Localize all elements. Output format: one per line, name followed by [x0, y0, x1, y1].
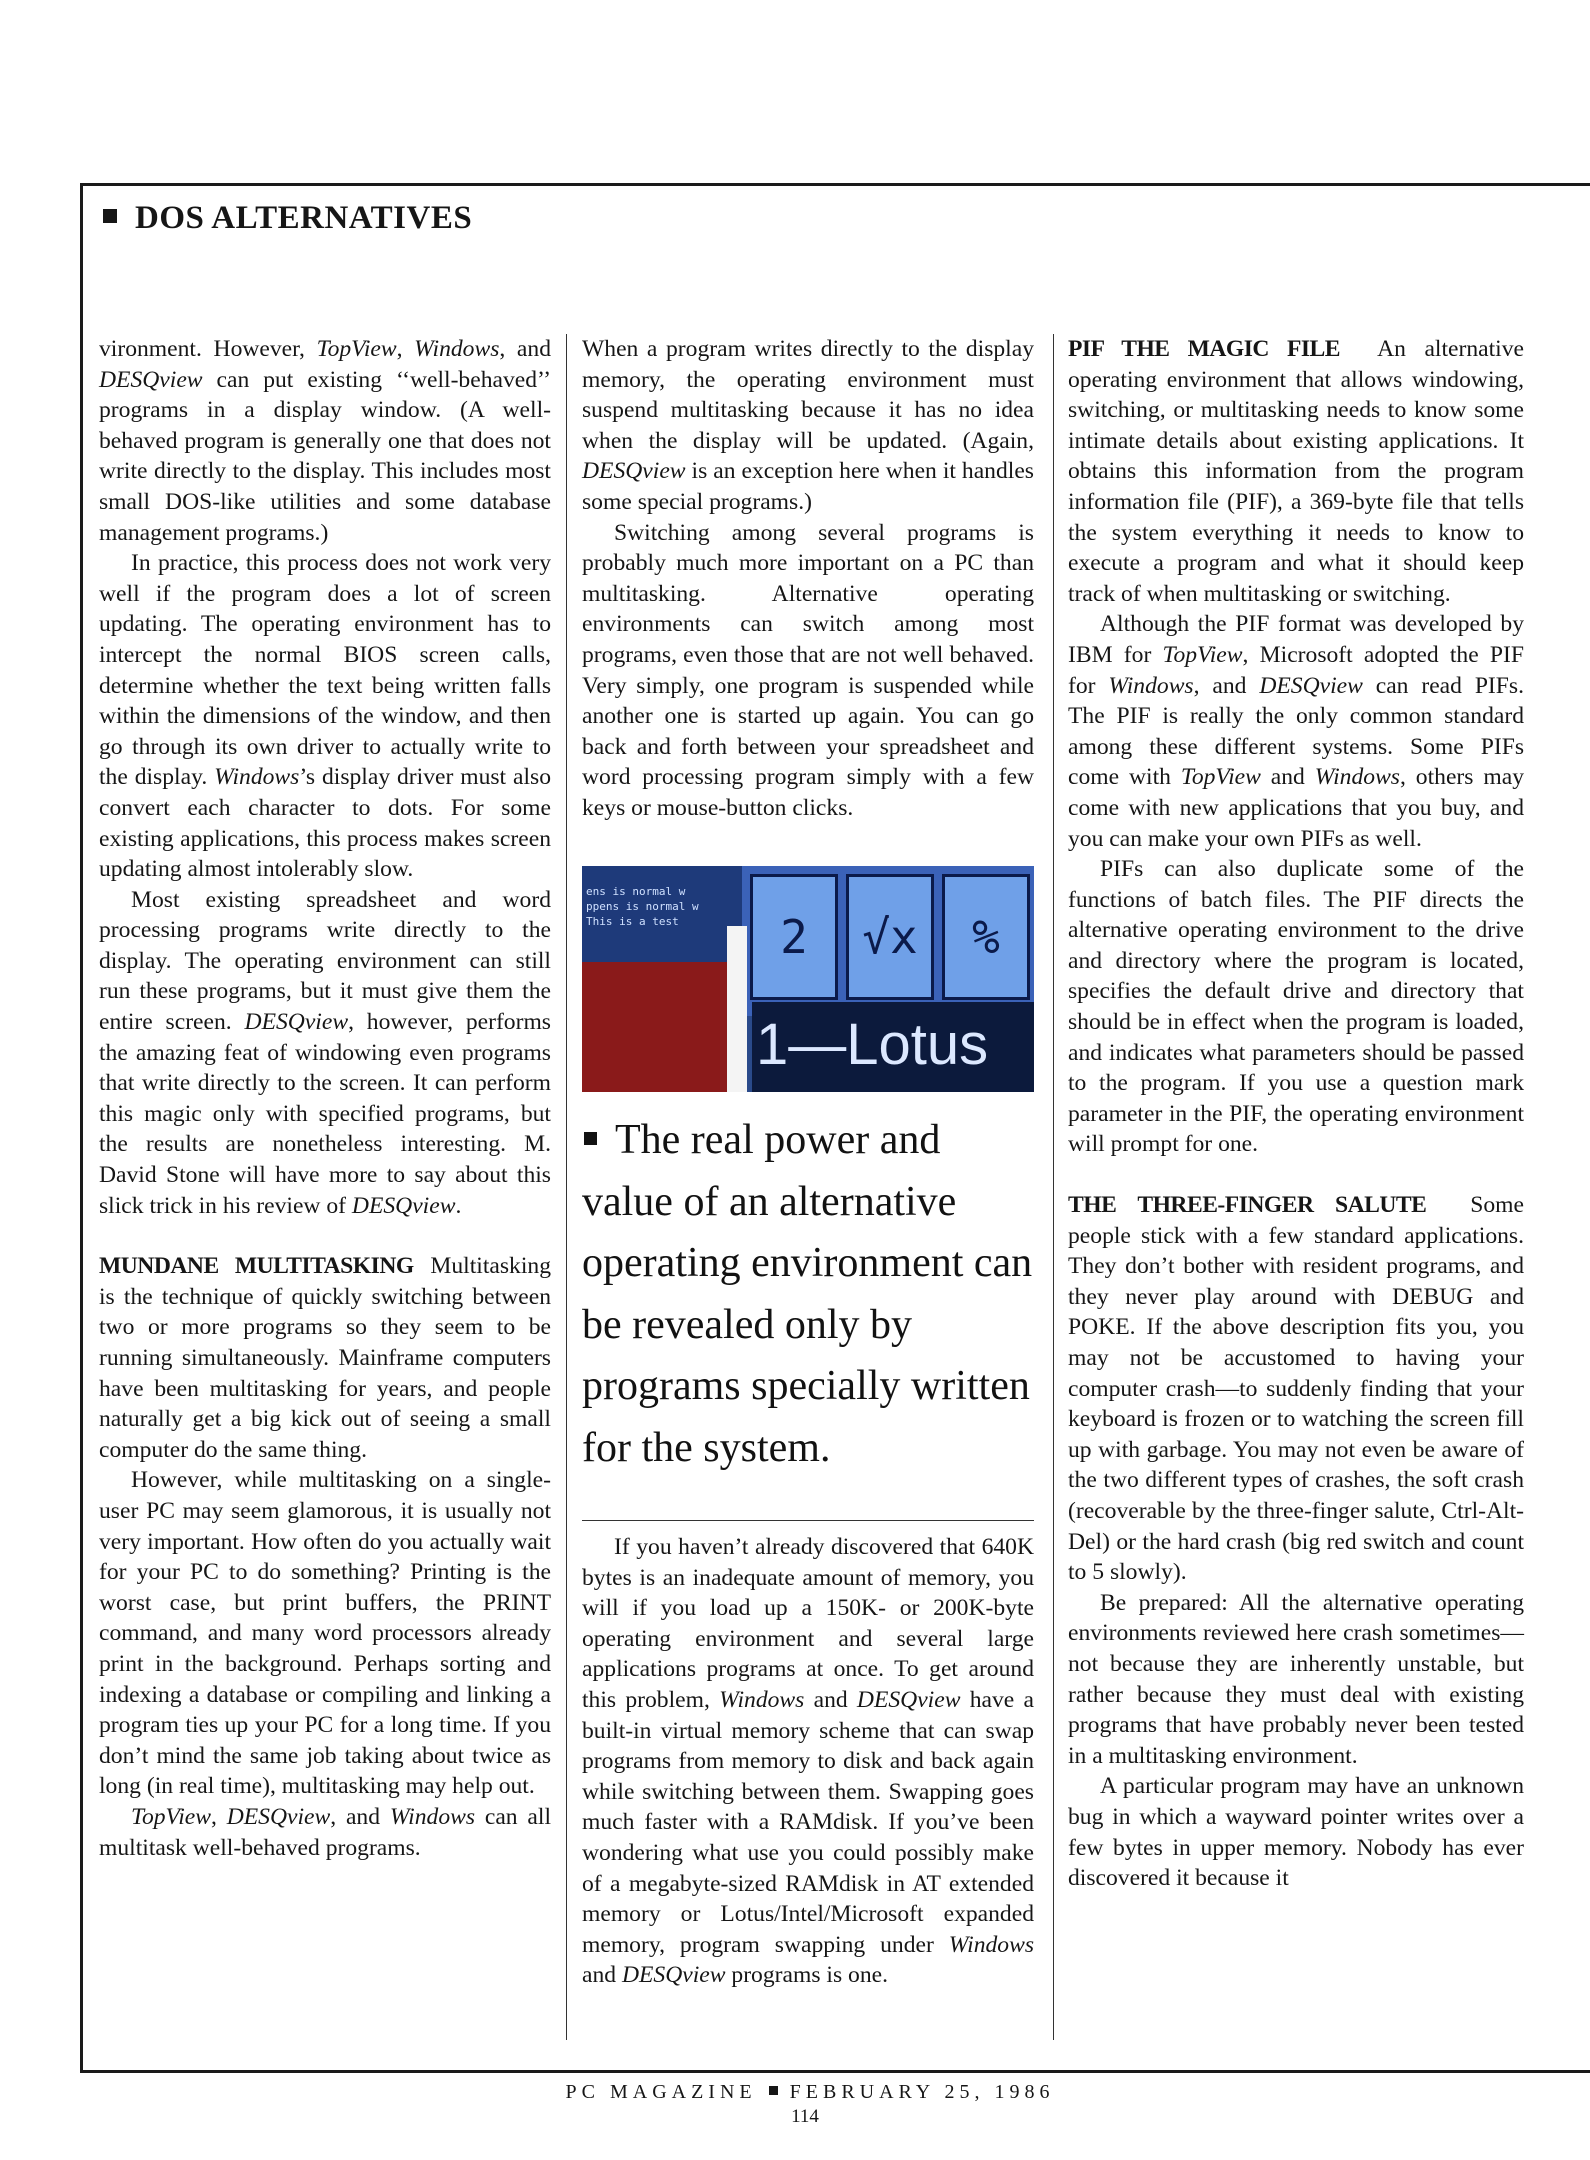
- subhead-three-finger-salute: THE THREE-FINGER SALUTE: [1068, 1192, 1427, 1219]
- square-bullet-icon: [769, 2086, 778, 2095]
- page-number: 114: [791, 2106, 819, 2127]
- paragraph: MUNDANE MULTITASKING Multitasking is the technique of quickly switching between two or more programs so they seem to be running simultaneously. Mainframe computers have been multitasking for years, and people naturally get a big kick out of seeing a small computer do the same thing.: [99, 1253, 551, 1463]
- paragraph: PIFs can also duplicate some of the functions of batch files. The PIF directs the alternative operating environment to the drive and directory where the program is located, specifies the default drive and directory that should be in effect when the program is loaded, and indicates what parameters should be passed to the program. If you use a question mark parameter in the PIF, the operating environment will prompt for one.: [1068, 856, 1524, 1158]
- lotus-screen-photo: [582, 866, 1034, 1092]
- column-divider: [1053, 334, 1054, 2040]
- terminal-window: ens is normal w ppens is normal w This is a test: [582, 866, 742, 962]
- paragraph: Most existing spreadsheet and word processing programs write directly to the display. The operating environment can still run these programs, but it must give them the entire screen. DESQview, however, performs the amazing feat of windowing even programs that write directly to the screen. It can perform this magic only with specified programs, but the results are nonetheless interesting. M. David Stone will have more to say about this slick trick in his review of DESQview.: [99, 886, 551, 1219]
- section-header: [103, 200, 472, 237]
- paragraph: Switching among several programs is probably much more important on a PC than multitasking. Alternative operating environments can switch among most programs, even those that are not well behaved. Very simply, one program is suspended while another one is started up again. You can go back and forth between your spreadsheet and word processing program simply with a few keys or mouse-button clicks.: [582, 519, 1034, 821]
- percent-key: %: [942, 874, 1030, 1000]
- paragraph: THE THREE-FINGER SALUTE Some people stick with a few standard applications. They don’t bother with resident programs, and they never play around with DEBUG and POKE. If the above description fits you, you may not be accustomed to having your computer crash—to suddenly finding that your keyboard is frozen or to watching the screen fill up with garbage. You may not even be aware of the two different types of crashes, the soft crash (recoverable by the three-finger salute, Ctrl-Alt-Del) or the hard crash (big red switch and count to 5 slowly).: [1068, 1192, 1524, 1586]
- frame-left-rule: [80, 183, 83, 2070]
- paragraph: Be prepared: All the alternative operating environments reviewed here crash sometimes—not because they are inherently unstable, but rather because they must deal with existing programs that have probably never been tested in a multitasking environment.: [1068, 1589, 1524, 1769]
- page-footer: [540, 2081, 1080, 2104]
- paragraph: If you haven’t already discovered that 640K bytes is an inadequate amount of memory, you will if you load up a 150K- or 200K-byte operating environment and several large applications programs at once. To get around this problem, Windows and DESQview have a built-in virtual memory scheme that can swap programs from memory to disk and back again while switching between them. Swapping goes much faster with a RAMdisk. If you’ve been wondering what use you could possibly make of a megabyte-sized RAMdisk in AT extended memory or Lotus/Intel/Microsoft expanded memory, program swapping under Windows and DESQview programs is one.: [582, 1534, 1034, 1989]
- magazine-name: PC MAGAZINE: [565, 2081, 757, 2103]
- paragraph: A particular program may have an unknown bug in which a wayward pointer writes over a few bytes in upper memory. Nobody has ever discovered it because it: [1068, 1773, 1524, 1892]
- paragraph: TopView, DESQview, and Windows can all multitask well-behaved programs.: [99, 1803, 551, 1861]
- paragraph: In practice, this process does not work very well if the program does a lot of screen updating. The operating environment has to intercept the normal BIOS screen calls, determine whether the text being written falls within the dimensions of the window, and then go through its own driver to actually write to the display. Windows’s display driver must also convert each character to dots. For some existing applications, this process makes screen updating almost intolerably slow.: [99, 550, 551, 883]
- frame-bottom-rule: [80, 2070, 1590, 2073]
- cursor-bar: [727, 926, 747, 1092]
- red-panel: [582, 962, 732, 1092]
- calculator-keypad: [742, 866, 1034, 1016]
- square-bullet-icon: [584, 1132, 597, 1145]
- subhead-mundane-multitasking: MUNDANE MULTITASKING: [99, 1253, 414, 1280]
- pull-quote-rule: [582, 1520, 1034, 1521]
- frame-top-rule: [80, 183, 1590, 186]
- pull-quote: The real power and value of an alternative operating environment can be revealed only by programs specially written for the system.: [582, 1117, 1033, 1471]
- paragraph: vironment. However, TopView, Windows, and DESQview can put existing ‘‘well-behaved’’ programs in a display window. (A well-behaved program is generally one that does not write directly to the display. This includes most small DOS-like utilities and some database management programs.): [99, 336, 551, 546]
- lotus-banner: 1—Lotus: [752, 1002, 1034, 1092]
- column-3: [1068, 334, 1524, 1894]
- column-divider: [566, 334, 567, 2040]
- subhead-pif-magic-file: PIF THE MAGIC FILE: [1068, 336, 1341, 362]
- paragraph: PIF THE MAGIC FILE An alternative operating environment that allows windowing, switching, or multitasking needs to know some intimate details about existing applications. It obtains this information from the program information file (PIF), a 369-byte file that tells the system everything it needs to know to execute a program and what it should keep track of when multitasking or switching.: [1068, 336, 1525, 607]
- paragraph: Although the PIF format was developed by IBM for TopView, Microsoft adopted the PIF for Windows, and DESQview can read PIFs. The PIF is really the only common standard among these different systems. Some PIFs come with TopView and Windows, others may come with new applications that you buy, and you can make your own PIFs as well.: [1068, 611, 1524, 852]
- column-2-top: [582, 334, 1034, 824]
- key-2: 2: [750, 874, 838, 1000]
- column-2-bottom: [582, 1532, 1034, 1991]
- paragraph: However, while multitasking on a single-user PC may seem glamorous, it is usually not very important. How often do you actually wait for your PC to do something? Printing is the worst case, but print buffers, the PRINT command, and many word processors already print in the background. Perhaps sorting and indexing a database or compiling and linking a program ties up your PC for a long time. If you don’t mind the same job taking about twice as long (in real time), multitasking may help out.: [99, 1467, 551, 1800]
- column-1: [99, 334, 551, 1863]
- section-title: DOS ALTERNATIVES: [135, 200, 473, 236]
- sqrt-key: √x: [846, 874, 934, 1000]
- issue-date: FEBRUARY 25, 1986: [789, 2081, 1055, 2103]
- square-bullet-icon: [103, 209, 117, 223]
- paragraph: When a program writes directly to the display memory, the operating environment must suspend multitasking because it has no idea when the display will be updated. (Again, DESQview is an exception here when it handles some special programs.): [582, 336, 1034, 515]
